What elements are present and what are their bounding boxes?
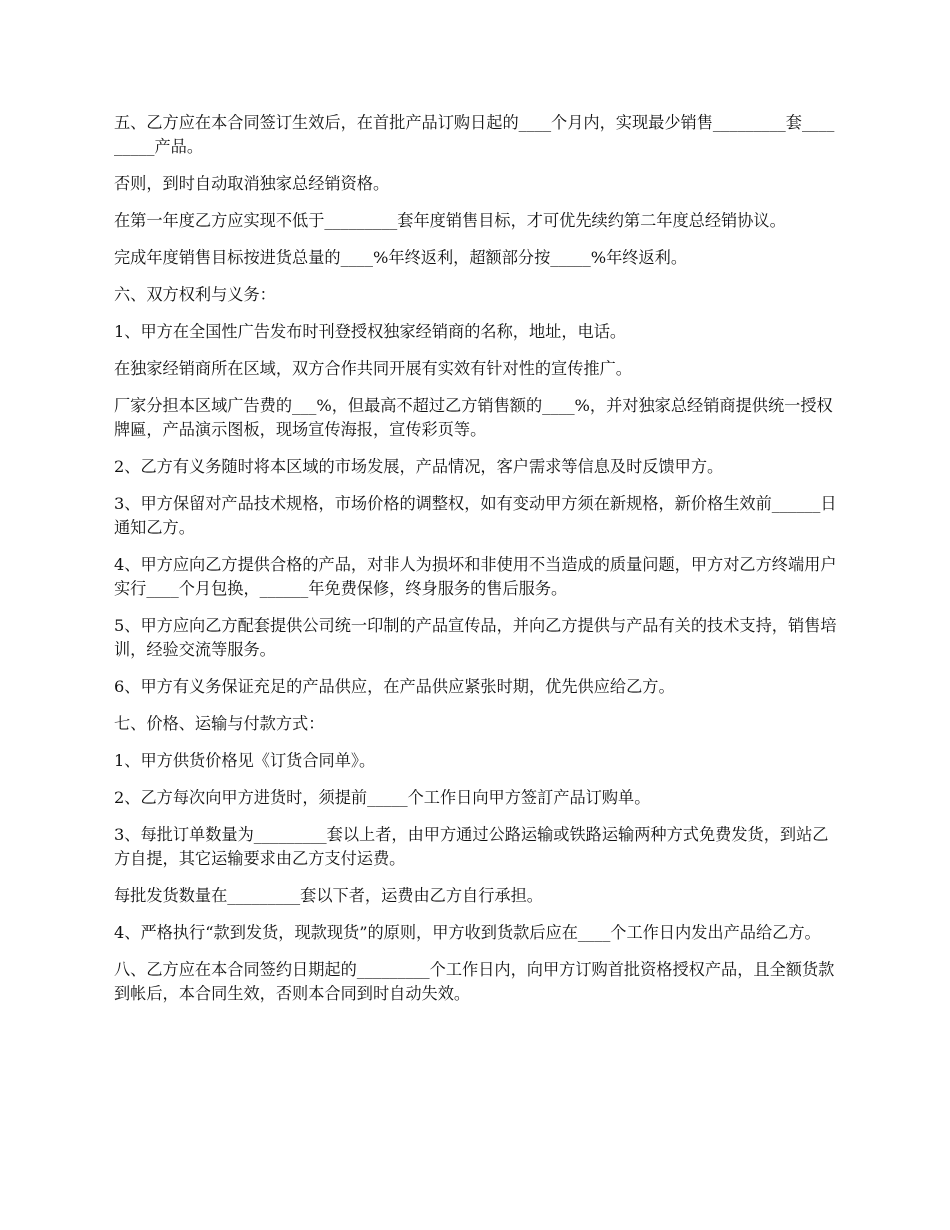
document-body — [114, 111, 838, 1019]
clause-6-1: 1、甲方在全国性广告发布时刊登授权独家经销商的名称，地址，电话。 — [114, 322, 627, 341]
clause-5-rebate: 完成年度销售目标按进货总量的____%年终返利，超额部分按_____%年终返利。 — [114, 248, 688, 267]
clause-5-annual-target: 在第一年度乙方应实现不低于_________套年度销售目标，才可优先续约第二年度总经销协议。 — [114, 211, 786, 230]
section-7-heading: 七、价格、运输与付款方式： — [114, 714, 325, 733]
section-8: 八、乙方应在本合同签约日期起的_________个工作日内，向甲方订购首批资格授权产品，且全额货款到帐后，本合同生效，否则本合同到时自动失效。 — [114, 960, 835, 1003]
clause-7-1: 1、甲方供货价格见《订货合同单》。 — [114, 751, 376, 770]
clause-7-4: 4、严格执行“款到发货，现款现货”的原则，甲方收到货款后应在____个工作日内发出产品给乙方。 — [114, 923, 821, 942]
clause-5-note: 否则，到时自动取消独家总经销资格。 — [114, 174, 390, 193]
clause-7-2: 2、乙方每次向甲方进货时，须提前_____个工作日向甲方签訂产品订购单。 — [114, 788, 651, 807]
clause-6-1-ad-cost: 厂家分担本区域广告费的___%，但最高不超过乙方销售额的____%，并对独家总经销商提供统一授权牌匾，产品演示图板，现场宣传海报，宣传彩页等。 — [114, 396, 833, 439]
clause-5: 五、乙方应在本合同签订生效后，在首批产品订购日起的____个月内，实现最少销售_________套_________产品。 — [114, 113, 835, 156]
clause-6-2: 2、乙方有义务随时将本区域的市场发展，产品情况，客户需求等信息及时反馈甲方。 — [114, 457, 724, 476]
clause-6-5: 5、甲方应向乙方配套提供公司统一印制的产品宣传品，并向乙方提供与产品有关的技术支持，销售培训，经验交流等服务。 — [114, 616, 837, 659]
clause-7-3-note: 每批发货数量在_________套以下者，运费由乙方自行承担。 — [114, 886, 543, 905]
clause-6-1-promotion: 在独家经销商所在区域，双方合作共同开展有实效有针对性的宣传推广。 — [114, 359, 632, 378]
clause-6-3: 3、甲方保留对产品技术规格，市场价格的调整权，如有变动甲方须在新规格，新价格生效前______日通知乙方。 — [114, 494, 837, 537]
clause-6-6: 6、甲方有义务保证充足的产品供应，在产品供应紧张时期，优先供应给乙方。 — [114, 677, 675, 696]
clause-6-4: 4、甲方应向乙方提供合格的产品，对非人为损坏和非使用不当造成的质量问题，甲方对乙方终端用户实行____个月包换，______年免费保修，终身服务的售后服务。 — [114, 555, 837, 598]
clause-7-3: 3、每批订单数量为_________套以上者，由甲方通过公路运输或铁路运输两种方式免费发货，到站乙方自提，其它运输要求由乙方支付运费。 — [114, 825, 829, 868]
section-6-heading: 六、双方权利与义务： — [114, 285, 276, 304]
